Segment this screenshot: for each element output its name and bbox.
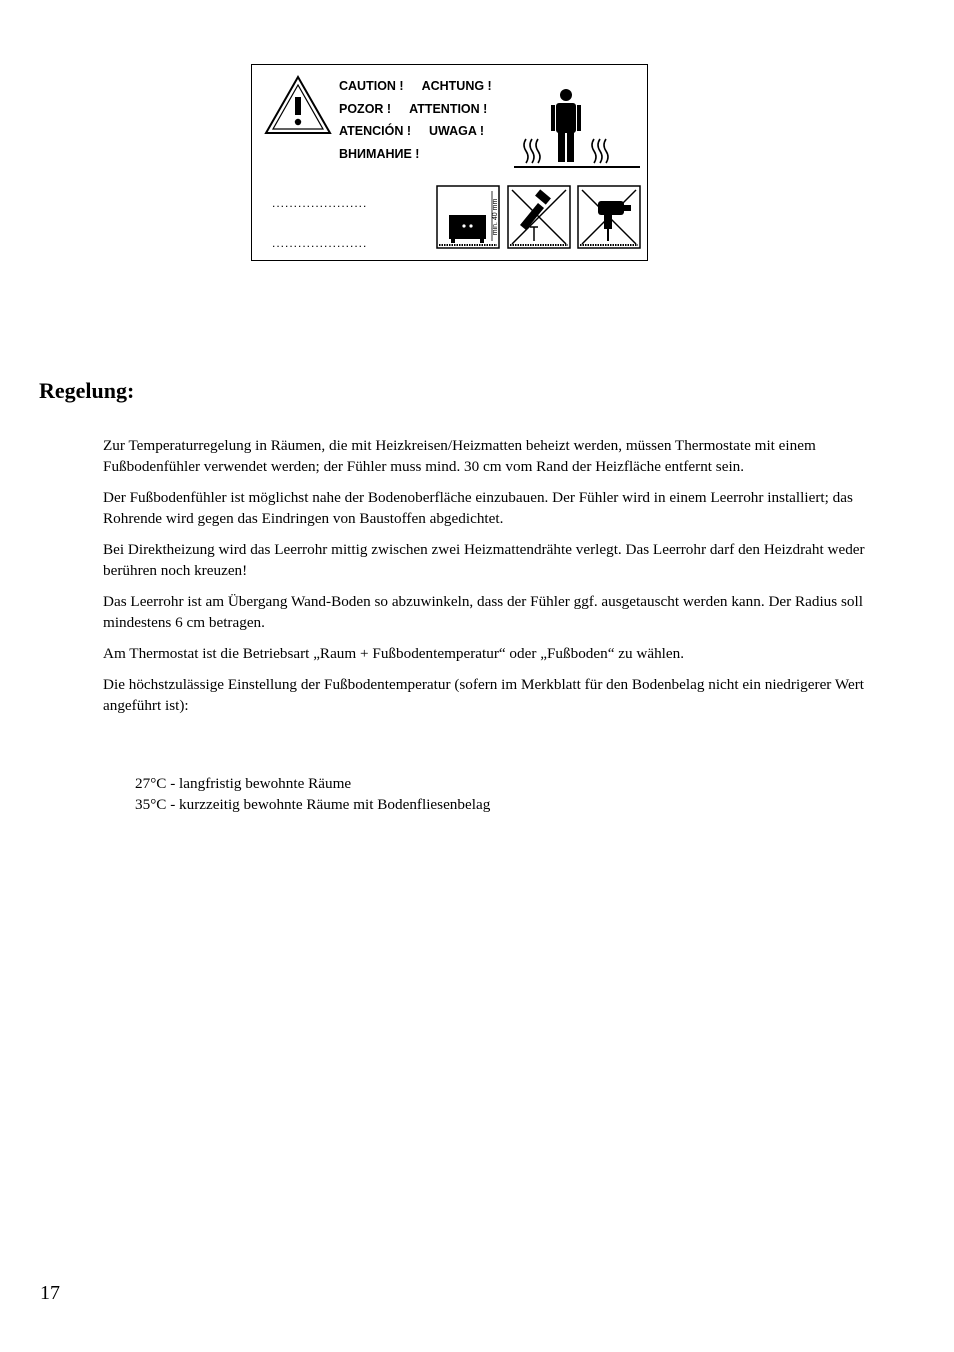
furniture-clearance-icon [437,186,499,248]
warning-row [339,143,492,166]
warning-word: ATTENTION ! [409,101,488,116]
no-drilling-icon [578,186,640,248]
dotted-line-1: ...................... [272,196,368,210]
section-heading: Regelung: [39,378,135,403]
warning-word: ATENCIÓN ! [339,124,411,138]
paragraph: Bei Direktheizung wird das Leerrohr mittig zwischen zwei Heizmattendrähte verlegt. Das Leerrohr darf den Heizdraht weder berühren noch kreuzen! [103,541,865,579]
warning-word: UWAGA ! [429,124,485,138]
paragraph: Die höchstzulässige Einstellung der Fußbodentemperatur (sofern im Merkblatt für den Bodenbelag nicht ein niedrigerer Wert angeführt ist): [103,676,865,714]
person-heat-icon [514,89,640,167]
warning-words [339,75,492,165]
dotted-line-2: ...................... [272,236,368,250]
warning-row [339,120,492,143]
warning-row [339,75,492,98]
limit-item: 27°C - langfristig bewohnte Räume [135,775,352,792]
warning-word: ACHTUNG ! [421,79,492,93]
warning-triangle-icon [266,77,330,133]
warning-row [339,98,492,121]
paragraph: Am Thermostat ist die Betriebsart „Raum + Fußbodentemperatur“ oder „Fußboden“ zu wählen. [103,645,685,662]
dimension-text: min. 40 mm [492,198,499,236]
page-number: 17 [40,1282,60,1304]
paragraph: Das Leerrohr ist am Übergang Wand-Boden so abzuwinkeln, dass der Fühler ggf. ausgetauscht werden kann. Der Radius soll mindestens 6 cm betragen. [103,593,863,631]
warning-word: POZOR ! [339,101,392,116]
limit-item: 35°C - kurzzeitig bewohnte Räume mit Bodenfliesenbelag [135,796,491,813]
warning-word: ВНИМАНИЕ ! [339,146,420,161]
warning-word: CAUTION ! [339,79,404,93]
section-body [103,435,915,726]
temperature-limits [135,773,490,815]
no-nails-icon [508,186,570,248]
paragraph: Der Fußbodenfühler ist möglichst nahe der Bodenoberfläche einzubauen. Der Fühler wird in einem Leerrohr installiert; das Rohrende wird gegen das Eindringen von Baustoffen abgedichtet. [103,489,853,527]
warning-label [251,64,648,261]
paragraph: Zur Temperaturregelung in Räumen, die mit Heizkreisen/Heizmatten beheizt werden, müssen Thermostate mit einem Fußbodenfühler verwendet werden; der Fühler muss mind. 30 cm vom Rand der Heizfläche entfernt sein. [103,437,816,475]
